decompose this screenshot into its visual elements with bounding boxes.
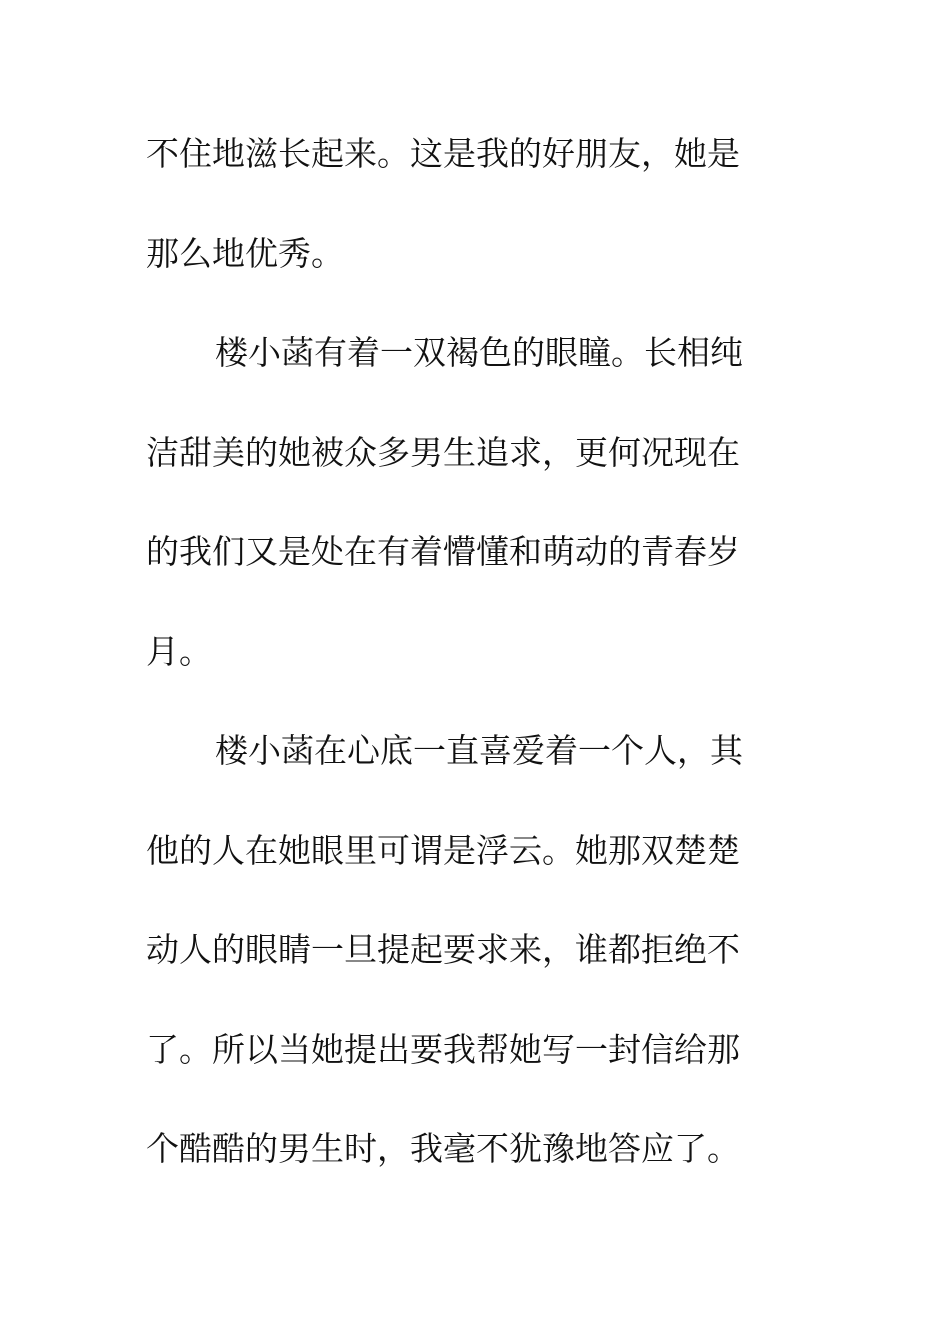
text-line: 月。 [146,631,212,671]
paragraph-first-line: 楼小菡在心底一直喜爱着一个人，其 [215,731,743,770]
text-line: 个酷酷的男生时，我毫不犹豫地答应了。 [146,1129,740,1168]
text-line: 的我们又是处在有着懵懂和萌动的青春岁 [146,532,740,571]
text-line: 洁甜美的她被众多男生追求，更何况现在 [146,432,740,472]
text-line: 那么地优秀。 [146,233,344,273]
text-line: 他的人在她眼里可谓是浮云。她那双楚楚 [146,830,740,870]
text-line: 不住地滋长起来。这是我的好朋友，她是 [146,134,740,173]
text-line: 了。所以当她提出要我帮她写一封信给那 [146,1029,740,1069]
paragraph-first-line: 楼小菡有着一双褐色的眼瞳。长相纯 [215,333,743,372]
body-text [146,124,786,1219]
text-line: 动人的眼睛一旦提起要求来，谁都拒绝不 [146,930,740,969]
